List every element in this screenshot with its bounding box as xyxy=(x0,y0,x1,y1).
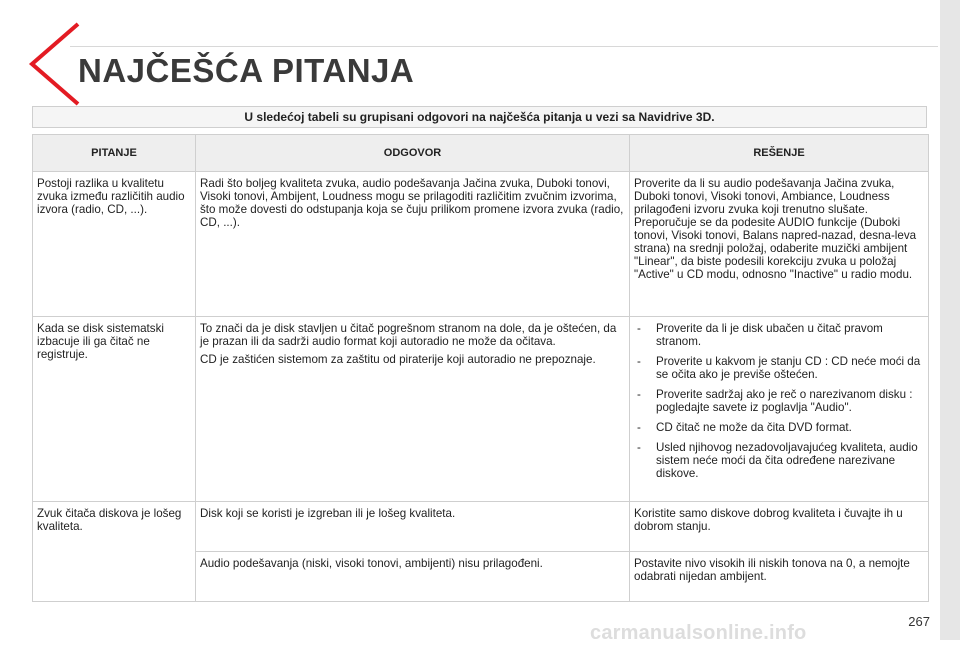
answer-cell xyxy=(196,317,630,502)
list-item xyxy=(634,355,924,381)
dash-bullet: - xyxy=(637,441,641,454)
page-title: NAJČEŠĆA PITANJA xyxy=(78,52,415,89)
answer-cell: Audio podešavanja (niski, visoki tonovi, ambijenti) nisu prilagođeni. xyxy=(196,552,630,602)
table-row xyxy=(33,317,929,502)
dash-bullet: - xyxy=(637,388,641,401)
faq-table xyxy=(32,134,929,602)
dash-bullet: - xyxy=(637,355,641,368)
question-cell: Postoji razlika u kvalitetu zvuka između različitih audio izvora (radio, CD, ...). xyxy=(33,172,196,317)
col-header-answer: ODGOVOR xyxy=(196,135,630,172)
col-header-question: PITANJE xyxy=(33,135,196,172)
dash-bullet: - xyxy=(637,322,641,335)
list-item-text: CD čitač ne može da čita DVD format. xyxy=(656,421,852,434)
col-header-solution: REŠENJE xyxy=(630,135,929,172)
answer-paragraph: To znači da je disk stavljen u čitač pogrešnom stranom na dole, da je oštećen, da je prazan ili da sadrži audio format koji autoradio ne može da očitava. xyxy=(200,322,617,348)
list-item xyxy=(634,388,924,414)
list-item-text: Proverite u kakvom je stanju CD : CD neće moći da se očita ako je previše oštećen. xyxy=(656,355,921,381)
solution-cell xyxy=(630,317,929,502)
answer-paragraph: CD je zaštićen sistemom za zaštitu od piraterije koji autoradio ne prepoznaje. xyxy=(200,353,596,366)
solution-cell: Postavite nivo visokih ili niskih tonova na 0, a nemojte odabrati nijedan ambijent. xyxy=(630,552,929,602)
dash-bullet: - xyxy=(637,421,641,434)
list-item xyxy=(634,441,924,480)
intro-text: U sledećoj tabeli su grupisani odgovori na najčešća pitanja u vezi sa Navidrive 3D. xyxy=(32,106,927,128)
question-cell: Kada se disk sistematski izbacuje ili ga čitač ne registruje. xyxy=(33,317,196,502)
answer-cell: Disk koji se koristi je izgreban ili je lošeg kvaliteta. xyxy=(196,502,630,552)
list-item-text: Usled njihovog nezadovoljavajućeg kvaliteta, audio sistem neće moći da čita određene narezivane diskove. xyxy=(656,441,918,480)
header-rule xyxy=(70,46,938,47)
watermark: carmanualsonline.info xyxy=(590,622,807,644)
solution-list xyxy=(634,322,924,480)
list-item xyxy=(634,421,924,434)
list-item-text: Proverite da li je disk ubačen u čitač pravom stranom. xyxy=(656,322,883,348)
table-row xyxy=(33,502,929,552)
right-margin-band xyxy=(940,0,960,640)
list-item xyxy=(634,322,924,348)
list-item-text: Proverite sadržaj ako je reč o narezivanom disku : pogledajte savete iz poglavlja "Audio". xyxy=(656,388,913,414)
solution-cell: Proverite da li su audio podešavanja Jačina zvuka, Duboki tonovi, Visoki tonovi, Ambiance, Loudness prilagođeni izvoru zvuka koji trenutno slušate. Preporučuje se da podesite AUDIO funkcije (Duboki tonovi, Visoki tonovi, Balans napred-nazad, desna-leva strana) na srednji položaj, odaberite muzički ambijent "Linear", da biste podesili korekciju zvuka u položaj "Active" u CD modu, odnosno "Inactive" u radio modu. xyxy=(630,172,929,317)
table-header-row xyxy=(33,135,929,172)
table-row xyxy=(33,172,929,317)
solution-cell: Koristite samo diskove dobrog kvaliteta i čuvajte ih u dobrom stanju. xyxy=(630,502,929,552)
answer-cell: Radi što boljeg kvaliteta zvuka, audio podešavanja Jačina zvuka, Duboki tonovi, Visoki tonovi, Ambijent, Loudness mogu se prilagoditi različitim zvučnim izvorima, što može dovesti do odstupanja koja se čuju prilikom promene izvora zvuka (radio, CD, ...). xyxy=(196,172,630,317)
page-number: 267 xyxy=(908,614,930,629)
question-cell: Zvuk čitača diskova je lošeg kvaliteta. xyxy=(33,502,196,602)
